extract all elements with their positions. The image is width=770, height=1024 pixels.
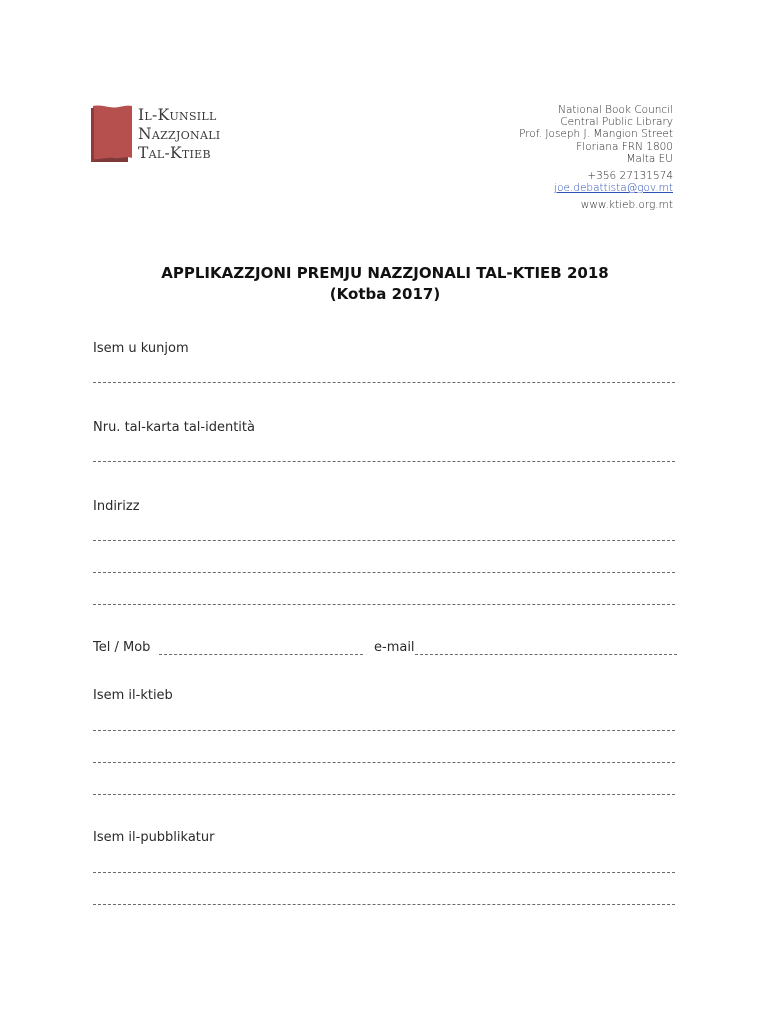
tel-field-line[interactable] — [159, 654, 363, 655]
book-name-field-line-1[interactable] — [93, 730, 675, 731]
contact-phone: +356 27131574 — [587, 170, 673, 183]
contact-block — [519, 104, 673, 212]
address-field-line-3[interactable] — [93, 604, 675, 605]
contact-city: Floriana FRN 1800 — [576, 140, 673, 153]
council-logo — [88, 104, 288, 168]
book-name-field-line-2[interactable] — [93, 762, 675, 763]
logo-wordmark — [138, 106, 220, 163]
book-logo-icon — [88, 104, 134, 164]
name-field-line[interactable] — [93, 382, 675, 383]
logo-line-1: Il-Kunsill — [138, 106, 217, 124]
tel-label: Tel / Mob — [93, 640, 151, 655]
address-field-line-2[interactable] — [93, 572, 675, 573]
publisher-field-line-2[interactable] — [93, 904, 675, 905]
title-line-2: (Kotba 2017) — [329, 285, 441, 303]
contact-country: Malta EU — [626, 152, 673, 165]
page-title — [0, 263, 770, 305]
logo-line-2: Nazzjonali — [138, 125, 221, 143]
tel-email-row — [93, 640, 679, 658]
book-name-field-line-3[interactable] — [93, 794, 675, 795]
contact-email-link[interactable]: joe.debattista@gov.mt — [554, 182, 673, 195]
contact-street: Prof. Joseph J. Mangion Street — [519, 128, 673, 141]
address-field-line-1[interactable] — [93, 540, 675, 541]
contact-org: National Book Council — [558, 104, 673, 116]
id-card-label: Nru. tal-karta tal-identità — [93, 420, 255, 435]
email-field-line[interactable] — [415, 654, 677, 655]
name-label: Isem u kunjom — [93, 341, 189, 356]
id-card-field-line[interactable] — [93, 461, 675, 462]
contact-website: www.ktieb.org.mt — [580, 199, 673, 212]
book-name-label: Isem il-ktieb — [93, 688, 173, 703]
publisher-field-line-1[interactable] — [93, 872, 675, 873]
address-label: Indirizz — [93, 499, 140, 514]
publisher-label: Isem il-pubblikatur — [93, 830, 215, 845]
title-line-1: APPLIKAZZJONI PREMJU NAZZJONALI TAL-KTIEB 2018 — [161, 264, 609, 282]
contact-library: Central Public Library — [560, 116, 673, 129]
logo-line-3: Tal-Ktieb — [138, 144, 211, 162]
email-label: e-mail — [374, 640, 415, 655]
